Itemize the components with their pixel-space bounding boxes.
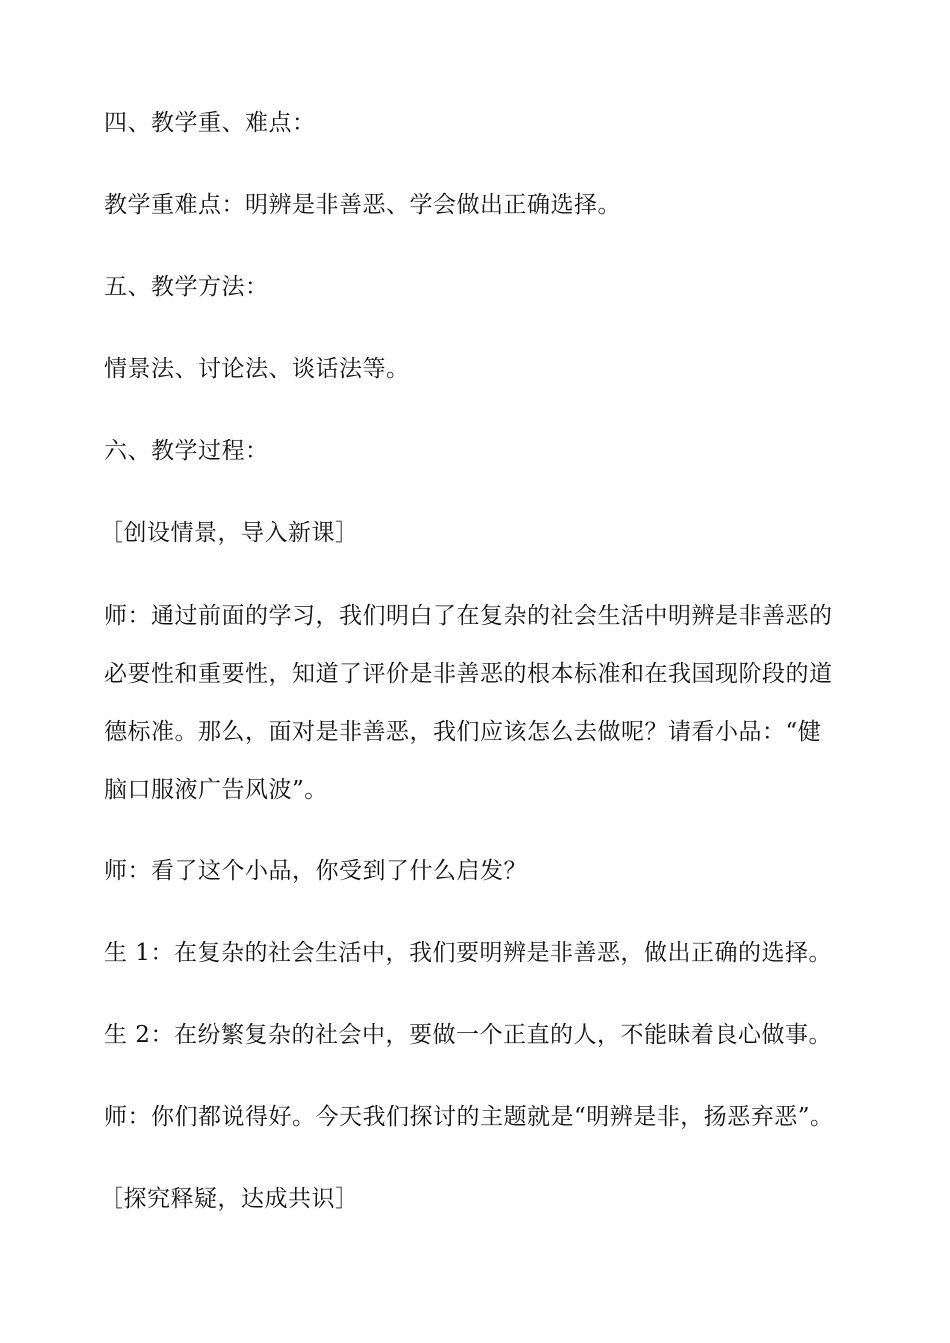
paragraph-line: 师：通过前面的学习，我们明白了在复杂的社会生活中明辨是非善恶的 xyxy=(104,603,833,629)
section-title-intro: ［创设情景，导入新课］ xyxy=(100,520,359,546)
student-2-answer: 生 2：在纷繁复杂的社会中，要做一个正直的人，不能昧着良心做事。 xyxy=(104,1022,832,1048)
key-points-text: 教学重难点：明辨是非善恶、学会做出正确选择。 xyxy=(104,192,621,218)
teacher-summary: 师：你们都说得好。今天我们探讨的主题就是“明辨是非，扬恶弃恶”。 xyxy=(104,1104,834,1130)
methods-text: 情景法、讨论法、谈话法等。 xyxy=(104,356,410,382)
heading-teaching-methods: 五、教学方法： xyxy=(104,274,269,300)
heading-teaching-key-points: 四、教学重、难点： xyxy=(104,110,316,136)
paragraph-line: 必要性和重要性，知道了评价是非善恶的根本标准和在我国现阶段的道 xyxy=(104,661,833,687)
paragraph-line: 德标准。那么，面对是非善恶，我们应该怎么去做呢？请看小品：“健 xyxy=(104,719,822,745)
paragraph-line: 脑口服液广告风波”。 xyxy=(104,777,328,803)
heading-teaching-process: 六、教学过程： xyxy=(104,438,269,464)
teacher-intro-paragraph xyxy=(104,587,844,819)
section-title-explore: ［探究释疑，达成共识］ xyxy=(100,1186,359,1212)
student-1-answer: 生 1：在复杂的社会生活中，我们要明辨是非善恶，做出正确的选择。 xyxy=(104,940,832,966)
teacher-question: 师：看了这个小品，你受到了什么启发？ xyxy=(104,858,527,884)
